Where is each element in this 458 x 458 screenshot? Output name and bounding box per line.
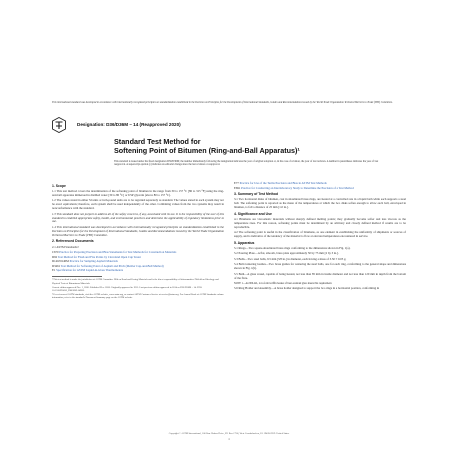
scope-para-2: 1.2 The values stated in either SI units or inch-pound units are to be regarded separately as standard. The values stated in each system may not be exact equivalents; therefore, each system shall be used independently of the other. Combining values from the two systems may result in nonconformance with the standard. [52, 198, 224, 211]
left-column [52, 182, 224, 301]
note-1: NOTE 1—An 800-mL, low-form Griffin beaker of heat-resistant glass meets this requirement. [234, 282, 333, 286]
footnote-1: ¹ This test method is under the jurisdiction of ASTM Committee D04 on Road and Paving Materials and is the direct responsibility of Subcommittee D04.44 on Rheology and Physical Tests of Bituminous Materials. [52, 278, 219, 285]
reference-item[interactable] [234, 187, 406, 191]
section-heading-references: 2. Referenced Documents [52, 239, 94, 244]
right-column [234, 182, 406, 293]
reference-code: E1 [52, 268, 56, 273]
scope-para-1: 1.1 This test method covers the determination of the softening point of bitumen in the range from 30 to 157 °C [86 to 315 °F] using the ring-and-ball apparatus immersed in distilled water [30 to 80 °C] or USP glycerin (above 80 to 157 °C). [52, 188, 224, 197]
section-heading-significance: 4. Significance and Use [234, 211, 272, 216]
scope-para-3: 1.3 This standard does not purport to address all of the safety concerns, if any, associated with its use. It is the responsibility of the user of this standard to establish appropriate safety, health, and environmental practices and determine the applicability of regulatory limitations prior to use. [52, 211, 224, 224]
title-line-1: Standard Test Method for [114, 137, 201, 146]
reference-title-link[interactable]: Practice for Sampling Asphalt Materials [69, 259, 118, 264]
significance-para-1: 4.1 Bitumens are viscoelastic materials without sharply defined melting points; they gradually become softer and less viscous as the temperature rises. For this reason, softening points must be determined by an arbitrary and closely defined method if results are to be reproducible. [234, 216, 406, 229]
wto-notice: This international standard was developed in accordance with internationally recognized principles on standardization established in the Decision on Principles for the Development of International Standards, Guides and Recommendations issued by the World Trade Organization Technical Barriers to Trade (TBT) Committee. [52, 101, 393, 104]
title-block [114, 138, 364, 155]
apparatus-para-1: 5.1 Rings—Two square-shouldered brass rings conforming to the dimensions shown in Fig. 1(a). [234, 245, 351, 250]
designation: Designation: D36/D36M – 14 (Reapproved 2020) [77, 122, 181, 127]
title-line-2: Softening Point of Bitumen (Ring-and-Ball Apparatus)¹ [114, 145, 300, 155]
apparatus-para-4: 5.4 Ball-Centering Guides—Two brass guides for centering the steel balls, one for each ring, conforming to the general shape and dimensions shown in Fig. 1(b). [234, 262, 406, 271]
issuance-note: This standard is issued under the fixed designation D36/D36M; the number immediately following the designation indicates the year of original adoption or, in the case of revision, the year of last revision. A number in parentheses indicates the year of last reapproval. A superscript epsilon (ε) indicates an editorial change since the last revision or reapproval. [114, 160, 379, 167]
reference-code: D92 [52, 254, 58, 259]
copyright-footer: Copyright © ASTM International, 100 Barr Harbor Drive, PO Box C700, West Conshohocken, PA 19428-2959. United States [168, 432, 290, 435]
reference-item[interactable] [52, 269, 224, 273]
references-intro: 2.1 ASTM Standards:² [52, 244, 79, 249]
reference-title-link[interactable]: Practice for Conducting an Interlaboratory Study to Determine the Precision of a Test Method [241, 185, 354, 190]
footnote-divider [52, 276, 102, 277]
reference-title-link[interactable]: Test Method for Flash and Fire Points by Cleveland Open Cup Tester [57, 254, 141, 259]
apparatus-para-3: 5.3 Balls—Two steel balls, 9.5 mm [3/8 in.] in diameter, each having a mass of 3.50 ± 0.05 g. [234, 256, 347, 261]
reference-code: E691 [234, 185, 241, 190]
significance-para-2: 4.2 The softening point is useful in the classification of bitumens, as one element in establishing the uniformity of shipments or sources of supply, and is indicative of the tendency of the material to flow at elevated temperatures encountered in service. [234, 230, 406, 239]
reference-code: E77 [234, 181, 239, 185]
page-number: 1 [228, 437, 230, 441]
reference-title-link[interactable]: Practice for Preparing Precision and Bias Statements for Test Methods for Construction Materials [59, 250, 177, 255]
footnote-2: ² For referenced ASTM standards, visit the ASTM website, www.astm.org, or contact ASTM Customer Service at service@astm.org. For Annual Book of ASTM Standards volume information, refer to the standard's Document Summary page on the ASTM website. [52, 293, 224, 300]
summary-para: 3.1 Two horizontal disks of bitumen, cast in shouldered brass rings, are heated at a controlled rate in a liquid bath while each supports a steel ball. The softening point is reported as the mean of the temperatures at which the two disks soften enough to allow each ball, enveloped in bitumen, to fall a distance of 25 mm [1.0 in.]. [234, 197, 406, 210]
section-heading-scope: 1. Scope [52, 183, 66, 188]
section-heading-apparatus: 5. Apparatus [234, 240, 255, 245]
reference-code: C670 [52, 250, 59, 255]
reference-title-link[interactable]: Specification for ASTM Liquid-in-Glass Thermometers [56, 268, 124, 273]
astm-logo-icon [52, 117, 66, 133]
section-heading-summary: 3. Summary of Test Method [234, 191, 279, 196]
apparatus-para-2: 5.2 Pouring Plate—A flat, smooth, brass plate approximately 50 by 75 mm [2 by 3 in.]. [234, 251, 339, 256]
reference-code: D140/D140M [52, 259, 69, 264]
reference-code: D3461 [52, 263, 61, 268]
reference-title-link[interactable]: Test Method for Softening Point of Asphalt and Pitch (Mettler Cup-and-Ball Method) [60, 263, 164, 268]
apparatus-para-5: 5.5 Bath—A glass vessel, capable of being heated, not less than 85 mm in inside diameter and not less than 120 mm in depth from the bottom of the flare. [234, 271, 406, 280]
footnote-edition: Current edition approved Dec. 1, 2020. Published Dec. 2020. Originally approved in 1915. Last previous edition approved in 2014 as D36/D36M – 14. DOI: 10.1520/D0036_D0036M-14R20. [52, 285, 203, 292]
reference-title-link[interactable]: Practice for Use of the Terms Precision and Bias in ASTM Test Methods [239, 181, 327, 185]
apparatus-para-6: 5.6 Ring Holder and Assembly—A brass holder designed to support the two rings in a horizontal position, conforming in [234, 286, 380, 291]
scope-para-4: 1.4 This international standard was developed in accordance with internationally recognized principles on standardization established in the Decision on Principles for the Development of International Standards, Guides and Recommendations issued by the World Trade Organization Technical Barriers to Trade (TBT) Committee. [52, 224, 224, 237]
